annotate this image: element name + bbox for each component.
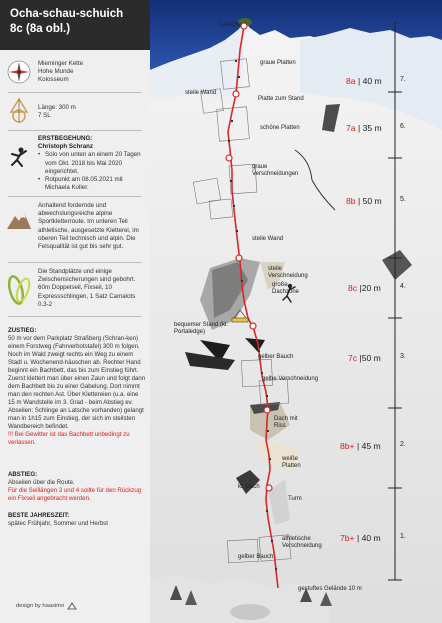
label-athletische-verschneidung: athletische Verschneidung — [282, 536, 322, 549]
mountain-icon — [0, 202, 38, 230]
first-ascent-heading: ERSTBEGEHUNG: — [38, 135, 93, 142]
approach-text: 50 m vor dem Parkplatz Straßberg (Schran-ken) einem Forstweg (Fahrverbotstafel) 300 m folgen. Noch im Wald zweigt rechts ein Weg zu einem Stadl u. Wochenend-häuschen ab. Rechter Hand beginnt ein Bachbett, das bis zum Einstieg führt. Zuerst klettert man über einen Zaun und folgt dann dem Bachbett bis zu einer Gabelung. Dort nimmt man den rechten Ast. Über Klettereien (u.a. eine 15 m Wandstelle im 3. Grad - beim Abstieg ev. Abseilen: Schlinge an Latsche vorhanden) gelangt man in 1h15 zum Einstieg, der sich im steilsten Wandbereich befindet. — [8, 335, 146, 430]
compass-icon — [0, 60, 38, 84]
route-grade: 8c (8a obl.) — [10, 23, 71, 35]
descent-section — [8, 471, 146, 503]
location-line-1: Mieminger Kette — [38, 60, 84, 67]
descent-text: Abseilen über die Route. — [8, 479, 75, 486]
label-gelber-bauch-top: gelber Bauch — [258, 354, 294, 360]
label-kl-dach: kl. Dach — [238, 484, 260, 490]
pitch-number-7: 7. — [400, 76, 406, 83]
label-steile-wand-top: steile Wand — [185, 90, 217, 96]
approach-heading: ZUSTIEG: — [8, 327, 37, 334]
pitch-number-5: 5. — [400, 196, 406, 203]
gear-row — [0, 268, 150, 309]
carabiner-icon — [0, 268, 38, 306]
pitch-number-4: 4. — [400, 283, 406, 290]
descent-heading: ABSTIEG: — [8, 471, 38, 478]
descent-warning: Für die Seillängen 3 und 4 sollte für den Rückzug ein Fixseil angebracht werden. — [8, 487, 142, 502]
pitch-7-grade: 8a | 40 m — [346, 76, 382, 86]
approach-section — [8, 327, 146, 447]
location-line-2: Hohe Munde — [38, 68, 74, 76]
location-line-3: Kolosseum — [38, 76, 69, 84]
design-credit — [16, 602, 77, 610]
route-topo — [150, 0, 442, 623]
label-steile-wand: steile Wand — [252, 236, 284, 242]
label-gelber-bauch: gelber Bauch — [238, 554, 274, 560]
approach-warning: !!! Bei Gewitter ist das Bachbett unbedingt zu verlassen. — [8, 431, 130, 446]
season-heading: BESTE JAHRESZEIT: — [8, 512, 70, 519]
climber-icon — [0, 135, 38, 171]
label-weisse-platten: weiße Platten — [282, 456, 301, 469]
pitch-2-grade: 8b+ | 45 m — [340, 441, 381, 451]
route-description: Anhaltend fordernde und abwechslungsreiche alpine Sportkletterroute. Im unteren Teil athletische, ausgesetzte Kletterei, im oberen Teil technisch und alpin. Die Felsqualität ist gut bis sehr gut. — [38, 202, 139, 251]
label-latsche: Latsche — [220, 22, 242, 28]
first-ascent-item-1: • Solo von unten an einem 20 Tagen vom Okt. 2018 bis Mai 2020 eingerichtet. — [38, 151, 141, 175]
label-graue-platten: graue Platten — [260, 60, 296, 66]
first-ascent-name: Christoph Schranz — [38, 143, 94, 151]
route-title — [0, 0, 150, 50]
label-gestuftes-gelaende: gestuftes Gelände 10 m — [298, 586, 362, 592]
designer-logo-icon — [67, 602, 77, 610]
length-value: Länge: 300 m — [38, 104, 76, 111]
pitch-3-grade: 7c |50 m — [348, 353, 381, 363]
pitch-1-grade: 7b+ | 40 m — [340, 533, 381, 543]
season-section — [8, 512, 146, 528]
pitch-6-grade: 7a | 35 m — [346, 123, 382, 133]
pitch-4-grade: 8c |20 m — [348, 283, 381, 293]
gear-text: Die Standplätze und einige Zwischensicherungen sind gebohrt. 60m Doppelseil, Fixseil, 10 Expressschlingen, 1 Satz Camalots 0.3-2 — [38, 268, 136, 308]
label-dach-mit-riss: Dach mit Riss — [274, 416, 298, 429]
label-gelbe-verschneidung: gelbe Verschneidung — [262, 376, 319, 382]
label-platte-zum-stand: Platte zum Stand — [258, 96, 304, 102]
label-grosse-dachzone: große Dachzone — [272, 282, 300, 295]
label-turm: Turm — [288, 496, 302, 502]
first-ascent-item-2: • Rotpunkt am 08.05.2021 mit Michaela Koller. — [38, 176, 123, 192]
route-name: Ocha-schau-schuich — [10, 8, 124, 20]
pitch-5-grade: 8b | 50 m — [346, 196, 382, 206]
pitch-number-3: 3. — [400, 353, 406, 360]
pitch-number-2: 2. — [400, 441, 406, 448]
info-panel — [0, 0, 150, 623]
label-steile-verschneidung: steile Verschneidung — [268, 266, 308, 279]
season-text: späteс Frühjahr, Sommer und Herbst — [8, 520, 108, 527]
pitch-number-6: 6. — [400, 123, 406, 130]
rope-length-icon — [0, 98, 38, 124]
first-ascent-row — [0, 135, 150, 192]
label-bequemer-stand: bequemer Stand (kl. Portaledge) — [174, 322, 229, 335]
pitch-number-1: 1. — [400, 533, 406, 540]
length-row — [0, 98, 150, 124]
label-graue-verschneidungen: graue Verschneidungen — [252, 164, 299, 177]
label-schoene-platten: schöne Platten — [260, 125, 300, 131]
description-row — [0, 202, 150, 251]
pitch-count: 7 SL — [38, 112, 51, 120]
credit-text: design by haasimo — [16, 603, 65, 609]
location-row — [0, 60, 150, 85]
